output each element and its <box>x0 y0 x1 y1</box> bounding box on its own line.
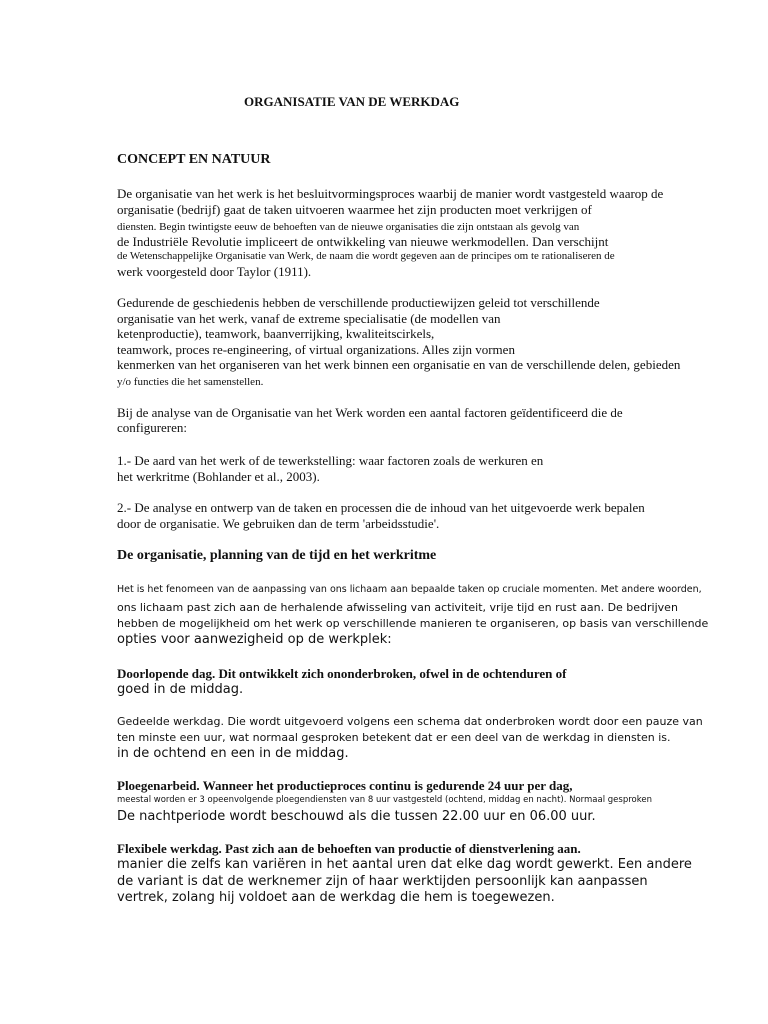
paragraph-line: werk voorgesteld door Taylor (1911). <box>117 264 312 279</box>
paragraph-line: Bij de analyse van de Organisatie van het Werk worden een aantal factoren geïdentificeerd die de <box>117 405 623 420</box>
paragraph-line: y/o functies die het samenstellen. <box>117 376 264 388</box>
list-item-2: 2.- De analyse en ontwerp van de taken en processen die de inhoud van het uitgevoerde werk bepalen <box>117 500 645 515</box>
paragraph-line: De organisatie van het werk is het besluitvormingsproces waarbij de manier wordt vastgesteld waarop de <box>117 186 664 201</box>
heading-flexibele-werkdag: Flexibele werkdag. Past zich aan de behoeften van productie of dienstverlening aan. <box>117 841 581 856</box>
list-item-2-cont: door de organisatie. We gebruiken dan de term 'arbeidsstudie'. <box>117 516 440 531</box>
paragraph-line: configureren: <box>117 420 188 435</box>
paragraph-line: goed in de middag. <box>117 682 244 697</box>
paragraph-line: meestal worden er 3 opeenvolgende ploegendiensten van 8 uur vastgesteld (ochtend, middag en nacht). Normaal gesproken <box>117 795 652 805</box>
heading-planning: De organisatie, planning van de tijd en het werkritme <box>117 548 437 563</box>
paragraph-line: manier die zelfs kan variëren in het aantal uren dat elke dag wordt gewerkt. Een andere <box>117 857 692 872</box>
paragraph-line: hebben de mogelijkheid om het werk op verschillende manieren te organiseren, op basis van verschillende <box>117 617 709 630</box>
paragraph-line: ten minste een uur, wat normaal gesproken betekent dat er een deel van de werkdag in diensten is. <box>117 731 671 744</box>
paragraph-line: Gedeelde werkdag. Die wordt uitgevoerd volgens een schema dat onderbroken wordt door een pauze van <box>117 715 703 728</box>
paragraph-line: de Industriële Revolutie impliceert de ontwikkeling van nieuwe werkmodellen. Dan verschijnt <box>117 234 609 249</box>
paragraph-line: ketenproductie), teamwork, baanverrijking, kwaliteitscirkels, <box>117 326 435 341</box>
paragraph-line: organisatie van het werk, vanaf de extreme specialisatie (de modellen van <box>117 311 501 326</box>
list-item-1: 1.- De aard van het werk of de tewerkstelling: waar factoren zoals de werkuren en <box>117 453 544 468</box>
list-item-1-cont: het werkritme (Bohlander et al., 2003). <box>117 469 320 484</box>
heading-doorlopende-dag: Doorlopende dag. Dit ontwikkelt zich ononderbroken, ofwel in de ochtenduren of <box>117 666 567 681</box>
paragraph-line: teamwork, proces re-engineering, of virtual organizations. Alles zijn vormen <box>117 342 515 357</box>
paragraph-line: de variant is dat de werknemer zijn of haar werktijden persoonlijk kan aanpassen <box>117 874 648 889</box>
heading-concept: CONCEPT EN NATUUR <box>117 152 271 167</box>
heading-ploegenarbeid: Ploegenarbeid. Wanneer het productieproces continu is gedurende 24 uur per dag, <box>117 778 573 793</box>
paragraph-line: organisatie (bedrijf) gaat de taken uitvoeren waarmee het zijn producten moet verkrijgen of <box>117 202 592 217</box>
paragraph-line: Gedurende de geschiedenis hebben de verschillende productiewijzen geleid tot verschillende <box>117 295 600 310</box>
paragraph-line: Het is het fenomeen van de aanpassing van ons lichaam aan bepaalde taken op cruciale momenten. Met andere woorden, <box>117 584 702 595</box>
paragraph-line: opties voor aanwezigheid op de werkplek: <box>117 632 392 647</box>
paragraph-line: diensten. Begin twintigste eeuw de behoeften van de nieuwe organisaties die zijn ontstaan als gevolg van <box>117 221 580 233</box>
paragraph-line: vertrek, zolang hij voldoet aan de werkdag die hem is toegewezen. <box>117 890 555 905</box>
paragraph-line: De nachtperiode wordt beschouwd als die tussen 22.00 uur en 06.00 uur. <box>117 809 596 824</box>
paragraph-line: ons lichaam past zich aan de herhalende afwisseling van activiteit, vrije tijd en rust aan. De bedrijven <box>117 601 678 614</box>
paragraph-line: de Wetenschappelijke Organisatie van Werk, de naam die wordt gegeven aan de principes om te rationaliseren de <box>117 250 615 262</box>
document-title: ORGANISATIE VAN DE WERKDAG <box>244 94 460 109</box>
paragraph-line: in de ochtend en een in de middag. <box>117 746 349 761</box>
paragraph-line: kenmerken van het organiseren van het werk binnen een organisatie en van de verschillende delen, gebieden <box>117 357 681 372</box>
